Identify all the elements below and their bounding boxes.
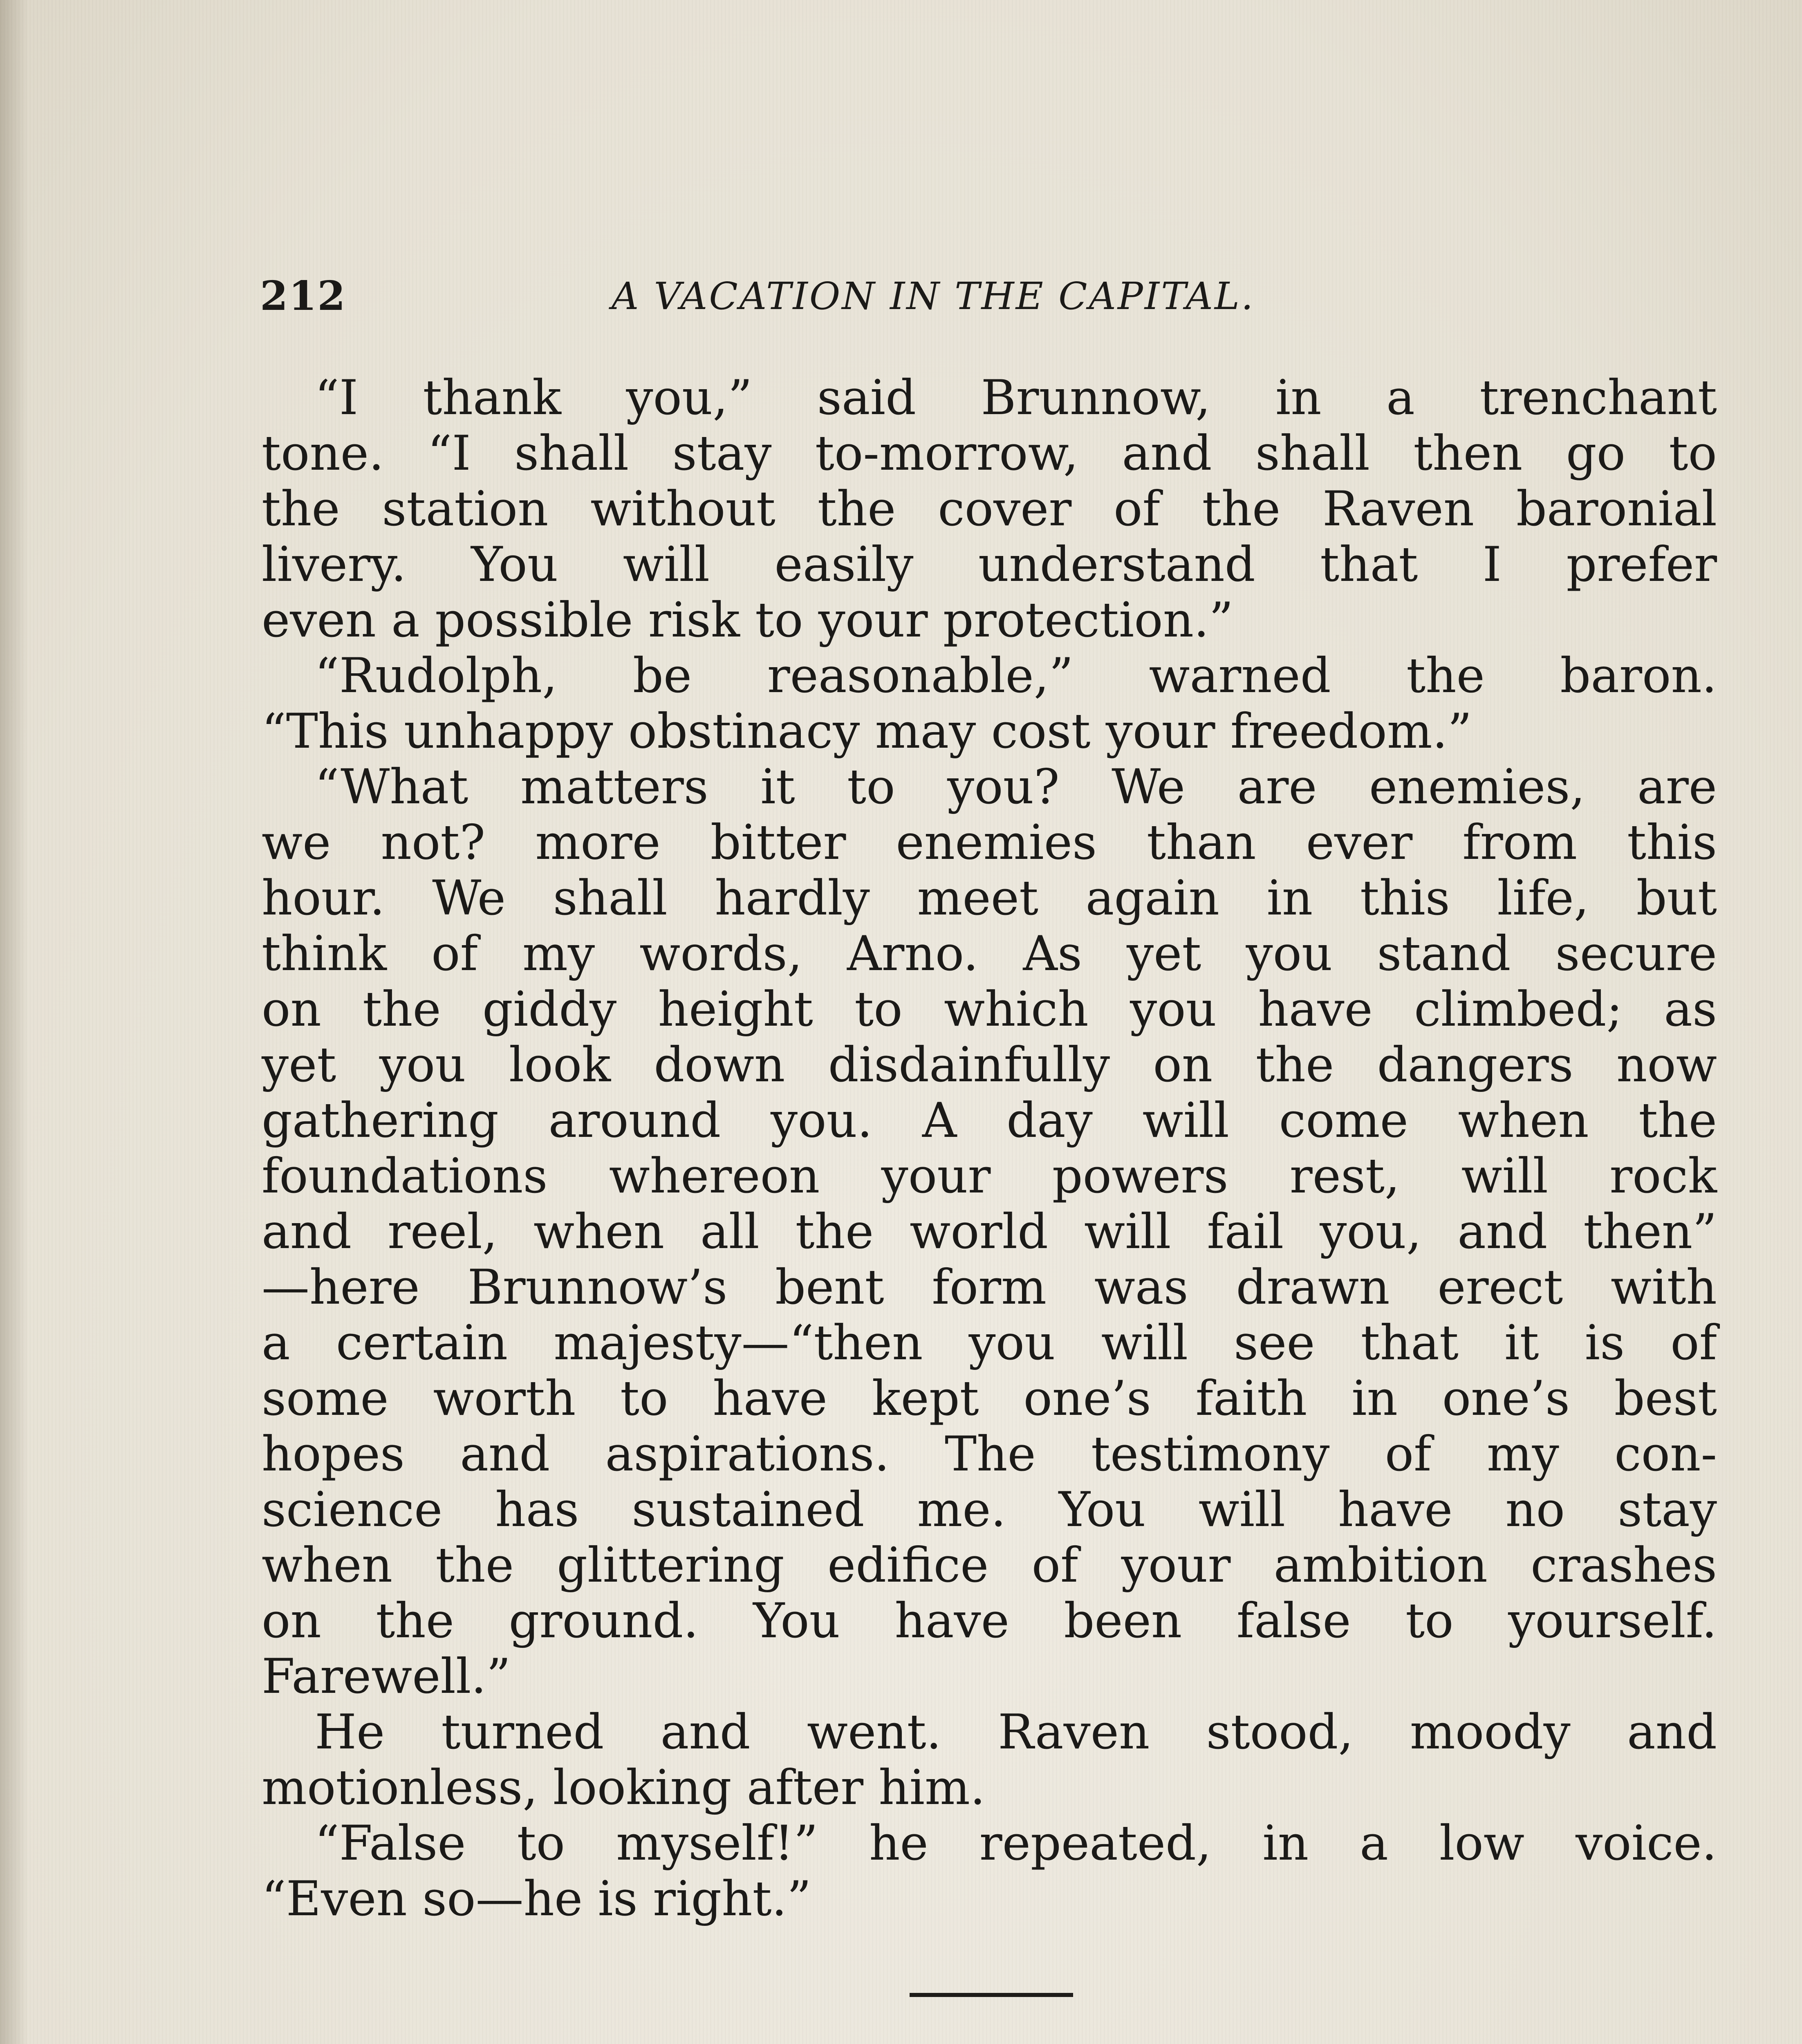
page-header [260,272,1486,321]
text-line: “False to myself!” he repeated, in a low voice. [315,1815,1717,1871]
text-line: “Even so—he is right.” [262,1871,811,1927]
text-line: hour. We shall hardly meet again in this life, but [262,870,1717,926]
text-line: and reel, when all the world will fail you, and then” [262,1204,1717,1260]
text-line: we not? more bitter enemies than ever from this [262,814,1717,870]
paragraph [262,1704,1717,1815]
text-line: on the giddy height to which you have climbed; as [262,981,1717,1037]
text-line: livery. You will easily understand that I prefer [262,536,1717,592]
body-text-section-one [262,370,1717,1927]
text-line: “I thank you,” said Brunnow, in a trenchant [315,370,1717,426]
text-line: hopes and aspirations. The testimony of my con- [262,1426,1717,1482]
text-line: yet you look down disdainfully on the dangers now [262,1037,1717,1093]
running-head: A VACATION IN THE CAPITAL. [612,274,1255,318]
text-line: He turned and went. Raven stood, moody and [315,1704,1717,1760]
text-line: “This unhappy obstinacy may cost your freedom.” [262,703,1472,759]
text-line: some worth to have kept one’s faith in one’s best [262,1370,1717,1426]
text-line: when the glittering edifice of your ambition crashes [262,1537,1717,1593]
text-line: science has sustained me. You will have no stay [262,1481,1717,1537]
text-line: think of my words, Arno. As yet you stand secure [262,926,1717,982]
text-line: “What matters it to you? We are enemies, are [315,759,1717,815]
paragraph [262,370,1717,648]
text-line: Farewell.” [262,1648,511,1704]
text-line: a certain majesty—“then you will see that it is of [262,1315,1717,1371]
paragraph [262,759,1717,1704]
text-line: gathering around you. A day will come when the [262,1092,1717,1148]
text-line: even a possible risk to your protection.” [262,592,1234,648]
text-line: motionless, looking after him. [262,1759,986,1815]
paragraph [262,648,1717,759]
text-line: foundations whereon your powers rest, will rock [262,1148,1717,1204]
section-divider-rule [910,1993,1073,1997]
paragraph [262,1815,1717,1927]
text-line: the station without the cover of the Raven baronial [262,481,1717,537]
text-line: “Rudolph, be reasonable,” warned the baron. [315,648,1717,704]
page-binding-shadow [0,0,29,2044]
text-line: —here Brunnow’s bent form was drawn erect with [262,1259,1717,1315]
text-line: tone. “I shall stay to-morrow, and shall then go to [262,425,1717,481]
text-line: on the ground. You have been false to yourself. [262,1593,1717,1649]
page-number: 212 [260,273,346,320]
